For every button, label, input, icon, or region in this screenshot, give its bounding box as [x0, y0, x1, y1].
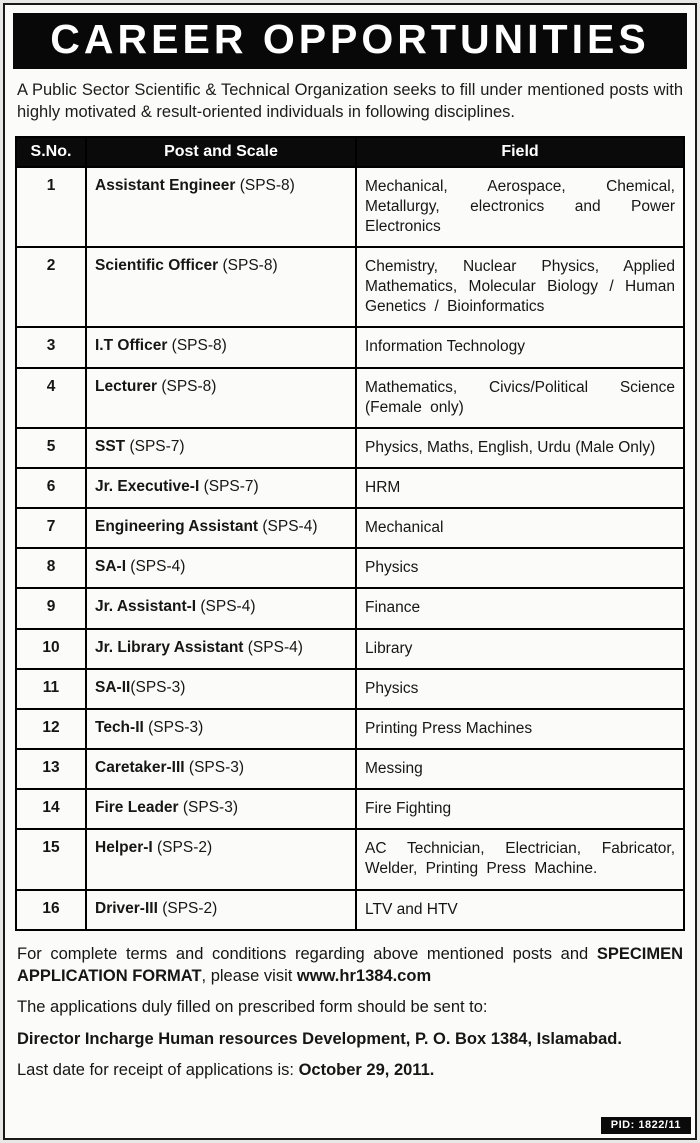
col-header-sno: S.No.: [16, 137, 86, 167]
table-header-row: [16, 137, 684, 167]
table-row: [16, 508, 684, 548]
row-post: I.T Officer (SPS-8): [86, 327, 356, 367]
table-row: [16, 548, 684, 588]
row-field: Physics: [356, 548, 684, 588]
page-title: CAREER OPPORTUNITIES: [13, 13, 687, 69]
table-row: [16, 368, 684, 428]
terms-mid: , please visit: [201, 966, 297, 985]
pid-badge: PID: 1822/11: [601, 1117, 691, 1134]
row-field: Printing Press Machines: [356, 709, 684, 749]
row-post: Helper-I (SPS-2): [86, 829, 356, 889]
row-sno: 10: [16, 629, 86, 669]
date-line: Last date for receipt of applications is: October 29, 2011.: [17, 1060, 435, 1079]
table-row: [16, 588, 684, 628]
row-field: HRM: [356, 468, 684, 508]
row-sno: 4: [16, 368, 86, 428]
row-post: Driver-III (SPS-2): [86, 890, 356, 930]
table-row: [16, 468, 684, 508]
row-field: LTV and HTV: [356, 890, 684, 930]
table-row: [16, 629, 684, 669]
row-post: Tech-II (SPS-3): [86, 709, 356, 749]
row-post: Engineering Assistant (SPS-4): [86, 508, 356, 548]
row-post: Lecturer (SPS-8): [86, 368, 356, 428]
row-sno: 3: [16, 327, 86, 367]
row-field: Finance: [356, 588, 684, 628]
posts-table: [15, 136, 685, 931]
row-field: Information Technology: [356, 327, 684, 367]
row-sno: 5: [16, 428, 86, 468]
row-field: AC Technician, Electrician, Fabricator, Welder, Printing Press Machine.: [356, 829, 684, 889]
row-sno: 2: [16, 247, 86, 327]
terms-prefix: For complete terms and conditions regarding above mentioned posts and: [17, 944, 597, 963]
col-header-field: Field: [356, 137, 684, 167]
row-post: Jr. Assistant-I (SPS-4): [86, 588, 356, 628]
row-post: Fire Leader (SPS-3): [86, 789, 356, 829]
row-sno: 11: [16, 669, 86, 709]
table-row: [16, 789, 684, 829]
row-sno: 6: [16, 468, 86, 508]
row-sno: 8: [16, 548, 86, 588]
terms-bold: SPECIMEN APPLICATION FORMAT: [17, 944, 683, 985]
table-row: [16, 327, 684, 367]
table-row: [16, 669, 684, 709]
table-row: [16, 890, 684, 930]
row-field: Mathematics, Civics/Political Science (Female only): [356, 368, 684, 428]
row-sno: 14: [16, 789, 86, 829]
row-post: Assistant Engineer (SPS-8): [86, 167, 356, 247]
advertisement-page: [3, 3, 697, 1140]
table-row: [16, 428, 684, 468]
row-post: SST (SPS-7): [86, 428, 356, 468]
row-field: Physics: [356, 669, 684, 709]
row-field: Chemistry, Nuclear Physics, Applied Mathematics, Molecular Biology / Human Genetics / Bioinformatics: [356, 247, 684, 327]
row-post: Scientific Officer (SPS-8): [86, 247, 356, 327]
row-sno: 16: [16, 890, 86, 930]
row-sno: 9: [16, 588, 86, 628]
row-field: Physics, Maths, English, Urdu (Male Only): [356, 428, 684, 468]
terms-line: [17, 943, 683, 988]
row-field: Mechanical: [356, 508, 684, 548]
row-post: SA-I (SPS-4): [86, 548, 356, 588]
row-field: Fire Fighting: [356, 789, 684, 829]
row-sno: 15: [16, 829, 86, 889]
row-field: Messing: [356, 749, 684, 789]
table-row: [16, 829, 684, 889]
table-row: [16, 749, 684, 789]
row-post: Caretaker-III (SPS-3): [86, 749, 356, 789]
send-line: The applications duly filled on prescribed form should be sent to:: [17, 998, 488, 1017]
footer-notes: [17, 943, 683, 1081]
row-sno: 1: [16, 167, 86, 247]
address-line: Director Incharge Human resources Development, P. O. Box 1384, Islamabad.: [17, 1029, 622, 1048]
intro-text: A Public Sector Scientific & Technical Organization seeks to fill under mentioned posts with highly motivated & result-oriented individuals in following disciplines.: [17, 81, 683, 122]
row-sno: 12: [16, 709, 86, 749]
table-row: [16, 247, 684, 327]
row-field: Library: [356, 629, 684, 669]
row-post: SA-II(SPS-3): [86, 669, 356, 709]
table-row: [16, 167, 684, 247]
row-post: Jr. Executive-I (SPS-7): [86, 468, 356, 508]
row-post: Jr. Library Assistant (SPS-4): [86, 629, 356, 669]
row-sno: 7: [16, 508, 86, 548]
terms-url: www.hr1384.com: [296, 966, 432, 985]
row-field: Mechanical, Aerospace, Chemical, Metallurgy, electronics and Power Electronics: [356, 167, 684, 247]
row-sno: 13: [16, 749, 86, 789]
table-row: [16, 709, 684, 749]
col-header-post: Post and Scale: [86, 137, 356, 167]
